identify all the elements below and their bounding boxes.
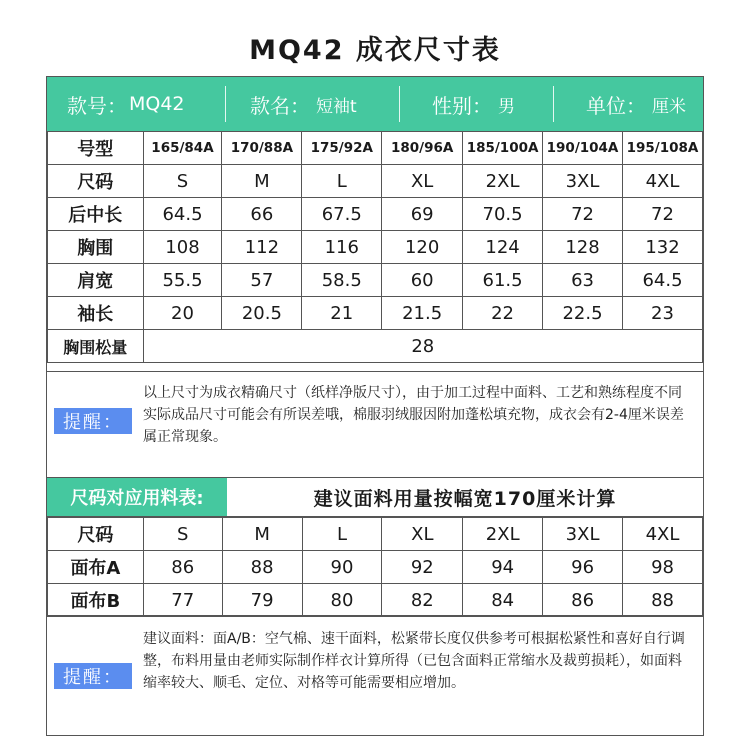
table-cell: 21.5: [382, 297, 463, 330]
table-row: [48, 264, 703, 297]
table-cell: 175/92A: [302, 132, 382, 165]
table-cell: 124: [463, 231, 543, 264]
style-number: 款号： MQ42: [67, 93, 185, 118]
table-cell: 96: [543, 551, 623, 584]
table-cell: M: [222, 518, 302, 551]
reminder-badge: 提醒：: [54, 408, 132, 434]
gender: 性别： 男: [432, 93, 515, 118]
fabric-table: [47, 517, 703, 617]
table-cell: 90: [302, 551, 382, 584]
table-cell: 98: [623, 551, 703, 584]
table-cell: 61.5: [463, 264, 543, 297]
table-cell: 86: [543, 584, 623, 617]
row-header: 尺码: [48, 518, 144, 551]
size-table: [47, 131, 703, 363]
table-cell: 120: [382, 231, 463, 264]
reminder-text: 以上尺寸为成衣精确尺寸（纸样净版尺寸），由于加工过程中面料、工艺和熟练程度不同实际成品尺寸可能会有所误差哦，棉服羽绒服因附加蓬松填充物，成衣会有2-4厘米误差属正常现象。: [143, 385, 684, 445]
table-cell: 70.5: [463, 198, 543, 231]
table-row: [48, 330, 703, 363]
table-row: [48, 231, 703, 264]
table-cell: 77: [143, 584, 222, 617]
row-header: 后中长: [48, 198, 144, 231]
reminder-section: [47, 371, 703, 477]
style-name: 款名： 短袖t: [250, 93, 357, 118]
table-cell: 165/84A: [143, 132, 222, 165]
table-cell: 112: [222, 231, 302, 264]
table-cell: M: [222, 165, 302, 198]
table-row: [48, 297, 703, 330]
table-row: [48, 132, 703, 165]
ease-value: 28: [143, 330, 702, 363]
table-cell: 4XL: [623, 518, 703, 551]
table-cell: 195/108A: [623, 132, 703, 165]
table-cell: 57: [222, 264, 302, 297]
table-cell: XL: [382, 518, 463, 551]
table-cell: 86: [143, 551, 222, 584]
fabric-band-label: 尺码对应用料表:: [47, 478, 227, 516]
table-cell: 2XL: [463, 518, 543, 551]
table-row: [48, 198, 703, 231]
table-cell: 69: [382, 198, 463, 231]
table-cell: 185/100A: [463, 132, 543, 165]
table-cell: 60: [382, 264, 463, 297]
table-cell: 80: [302, 584, 382, 617]
table-row: [48, 518, 703, 551]
table-cell: 72: [623, 198, 703, 231]
table-cell: 190/104A: [543, 132, 623, 165]
table-cell: 66: [222, 198, 302, 231]
table-cell: 67.5: [302, 198, 382, 231]
table-cell: 22: [463, 297, 543, 330]
table-cell: 3XL: [543, 518, 623, 551]
table-cell: L: [302, 518, 382, 551]
reminder-text: 建议面料：面A/B：空气棉、速干面料，松紧带长度仅供参考可根据松紧性和喜好自行调整，布料用量由老师实际制作样衣计算所得（已包含面料正常缩水及裁剪损耗），如面料缩率较大、顺毛、定位、对格等可能需要相应增加。: [143, 631, 685, 691]
table-row: [48, 584, 703, 617]
table-cell: 84: [463, 584, 543, 617]
table-cell: S: [143, 518, 222, 551]
table-cell: XL: [382, 165, 463, 198]
table-cell: 55.5: [143, 264, 222, 297]
fabric-band-note: 建议面料用量按幅宽170厘米计算: [313, 487, 617, 510]
row-header: 面布B: [48, 584, 144, 617]
table-cell: 94: [463, 551, 543, 584]
table-cell: 82: [382, 584, 463, 617]
row-header: 面布A: [48, 551, 144, 584]
row-header: 胸围松量: [48, 330, 144, 363]
table-cell: 88: [222, 551, 302, 584]
table-cell: 64.5: [623, 264, 703, 297]
page-title: MQ42 成衣尺寸表: [249, 35, 501, 66]
table-cell: 2XL: [463, 165, 543, 198]
table-cell: 79: [222, 584, 302, 617]
table-cell: 72: [543, 198, 623, 231]
table-cell: 22.5: [543, 297, 623, 330]
table-cell: 20.5: [222, 297, 302, 330]
table-cell: 64.5: [143, 198, 222, 231]
table-cell: 132: [623, 231, 703, 264]
table-cell: 4XL: [623, 165, 703, 198]
table-cell: 92: [382, 551, 463, 584]
table-cell: 20: [143, 297, 222, 330]
size-chart-frame: [46, 76, 704, 736]
row-header: 号型: [48, 132, 144, 165]
table-cell: 58.5: [302, 264, 382, 297]
table-cell: 128: [543, 231, 623, 264]
info-header: [47, 77, 703, 131]
table-cell: 3XL: [543, 165, 623, 198]
reminder-section: [47, 615, 703, 735]
unit: 单位： 厘米: [586, 93, 686, 118]
reminder-badge: 提醒：: [54, 663, 132, 689]
table-cell: 180/96A: [382, 132, 463, 165]
table-cell: 21: [302, 297, 382, 330]
table-cell: L: [302, 165, 382, 198]
row-header: 袖长: [48, 297, 144, 330]
table-cell: 170/88A: [222, 132, 302, 165]
table-cell: 63: [543, 264, 623, 297]
row-header: 尺码: [48, 165, 144, 198]
table-cell: 116: [302, 231, 382, 264]
table-cell: 23: [623, 297, 703, 330]
table-cell: S: [143, 165, 222, 198]
table-row: [48, 165, 703, 198]
table-cell: 88: [623, 584, 703, 617]
row-header: 肩宽: [48, 264, 144, 297]
table-cell: 108: [143, 231, 222, 264]
row-header: 胸围: [48, 231, 144, 264]
table-row: [48, 551, 703, 584]
fabric-band: [47, 477, 703, 517]
